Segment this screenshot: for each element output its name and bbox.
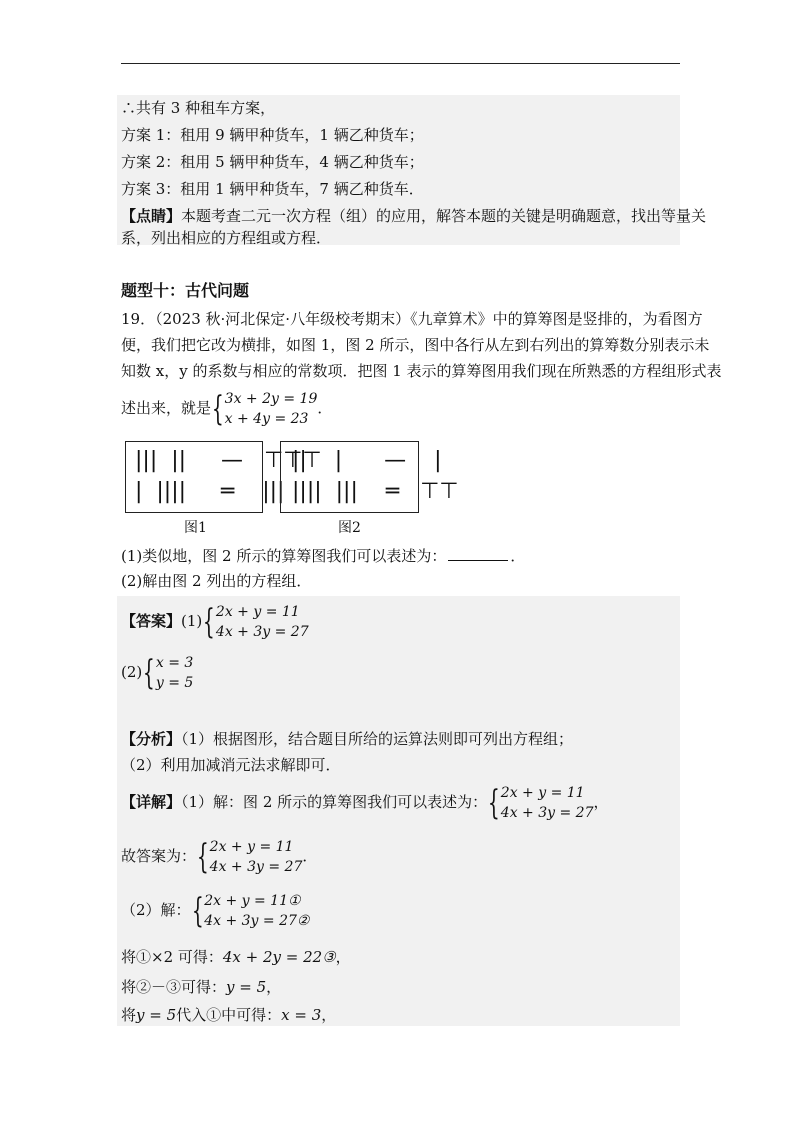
equation-system [191, 891, 310, 931]
equation: 2x + y = 11① [204, 893, 301, 909]
equation: 2x + y = 11 [215, 604, 300, 620]
detail-line [121, 977, 281, 997]
detail-line [121, 1005, 336, 1025]
problem-line: 便，我们把它改为横排，如图 1，图 2 所示，图中各行从左到右列出的算筹数分别表示未 [121, 336, 710, 354]
analysis-line [121, 729, 573, 749]
text-line: 方案 2：租用 5 辆甲种货车，4 辆乙种货车； [121, 153, 424, 171]
detail-text: ， [321, 1006, 337, 1024]
figure-caption: 图2 [338, 520, 361, 536]
detail-text: 故答案为： [121, 847, 197, 865]
analysis-line: （2）利用加减消元法求解即可． [121, 756, 341, 774]
detail-text: 将②－③可得： [121, 978, 227, 996]
header-rule [121, 63, 680, 64]
question-text: (1)类似地，图 2 所示的算筹图我们可以表述为： [121, 547, 447, 565]
question-1 [121, 546, 525, 566]
answer-part: (2) [121, 663, 143, 681]
answer-line [121, 651, 193, 693]
detail-line [121, 889, 309, 931]
comment-text: 本题考查二元一次方程（组）的应用，解答本题的关键是明确题意，找出等量关 [181, 207, 707, 225]
question-2: (2)解由图 2 列出的方程组． [121, 572, 312, 590]
equation: 2x + y = 11 [500, 785, 585, 801]
comment-line [121, 206, 706, 226]
counting-rods-row: ||| || — ⊤⊤⊤ [135, 448, 322, 473]
detail-label: 【详解】 [121, 793, 182, 811]
brace-icon: { [211, 389, 224, 429]
counting-rods-row: |||| ||| ═ ⊤⊤ [292, 479, 459, 504]
equation: x + 4y = 23 [224, 411, 309, 427]
equation-system [142, 653, 193, 693]
detail-text: ， [335, 948, 351, 966]
brace-icon: { [191, 891, 204, 931]
answer-label: 【答案】 [121, 612, 182, 630]
equation: 4x + 3y = 27② [204, 913, 310, 929]
problem-line: 知数 x，y 的系数与相应的常数项．把图 1 表示的算筹图用我们现在所熟悉的方程组形式表 [121, 362, 722, 380]
equation: y = 5 [136, 1006, 177, 1024]
brace-icon: { [196, 837, 209, 877]
problem-line: 19．（2023 秋·河北保定·八年级校考期末）《九章算术》中的算筹图是竖排的，为看图方 [121, 310, 703, 328]
detail-text: 将①×2 可得： [121, 948, 223, 966]
detail-text: （1）解：图 2 所示的算筹图我们可以表述为： [181, 793, 488, 811]
equation: 4x + 3y = 27 [209, 859, 303, 875]
problem-text: 述出来，就是 [121, 399, 212, 417]
equation-system [211, 389, 317, 429]
analysis-text: （1）根据图形，结合题目所给的运算法则即可列出方程组； [181, 730, 574, 748]
equation: 3x + 2y = 19 [224, 391, 318, 407]
counting-rods-row: || | — | [292, 448, 442, 473]
detail-text: （2）解： [121, 901, 191, 919]
analysis-label: 【分析】 [121, 730, 182, 748]
answer-blank [448, 546, 508, 561]
text-line: ∴共有 3 种租车方案， [121, 99, 276, 117]
equation: 4x + 3y = 27 [500, 805, 594, 821]
brace-icon: { [488, 783, 500, 823]
brace-icon: { [203, 602, 216, 642]
detail-text: 将 [121, 1006, 137, 1024]
equation: y = 5 [155, 675, 194, 691]
answer-line [121, 600, 309, 642]
text-line: 方案 1：租用 9 辆甲种货车，1 辆乙种货车； [121, 126, 424, 144]
question-text: ． [510, 547, 526, 565]
equation-system [202, 602, 308, 642]
section-title: 题型十：古代问题 [121, 281, 250, 300]
equation: 4x + 3y = 27 [215, 624, 309, 640]
text-line: 方案 3：租用 1 辆甲种货车，7 辆乙种货车． [121, 180, 424, 198]
comment-label: 【点睛】 [121, 207, 182, 225]
problem-text: ． [317, 399, 333, 417]
equation: 4x + 2y = 22③ [222, 948, 336, 966]
detail-line [121, 947, 351, 967]
counting-rods-row: | |||| ═ ||| [135, 479, 285, 504]
equation: x = 3 [155, 655, 194, 671]
detail-text: ， [266, 978, 282, 996]
figure-caption: 图1 [184, 520, 207, 536]
text-line: 系，列出相应的方程组或方程． [121, 229, 332, 247]
equation-system [487, 783, 593, 823]
detail-text: 代入①中可得： [176, 1006, 282, 1024]
equation-system [196, 837, 302, 877]
equation: y = 5 [226, 978, 267, 996]
equation: x = 3 [281, 1006, 322, 1024]
detail-line [121, 781, 609, 823]
detail-text: ， [593, 793, 609, 811]
detail-text: ． [302, 847, 318, 865]
answer-part: (1) [181, 612, 203, 630]
equation: 2x + y = 11 [209, 839, 294, 855]
brace-icon: { [143, 653, 156, 693]
detail-line [121, 835, 317, 877]
problem-line [121, 388, 332, 429]
